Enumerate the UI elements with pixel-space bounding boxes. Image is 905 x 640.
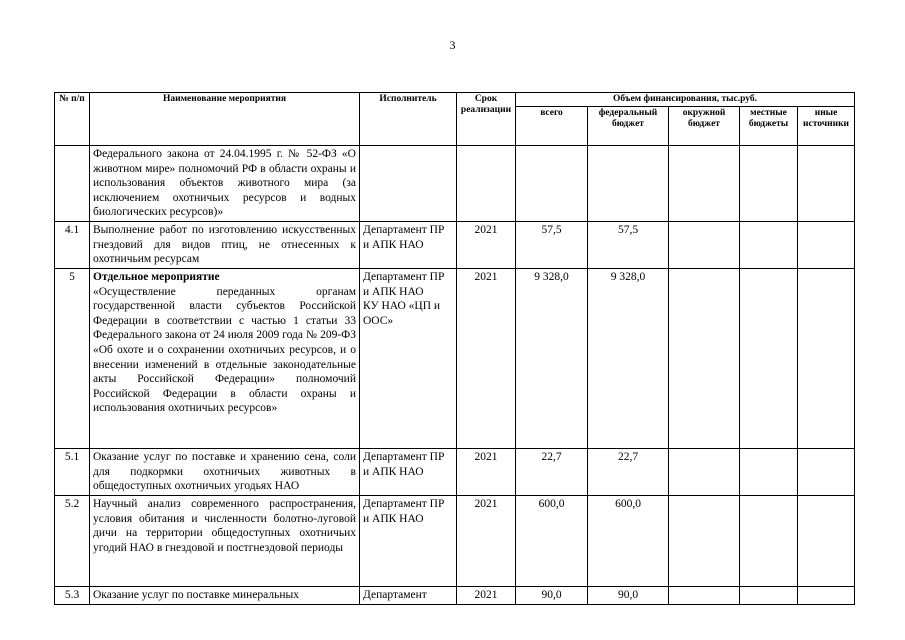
- row-okrug: [669, 146, 740, 222]
- row-num: 5.2: [55, 496, 90, 587]
- row-name: Выполнение работ по изготовлению искусственных гнездовий для видов птиц, не отнесенных к охотничьим ресурсам: [90, 222, 360, 269]
- row-other: [798, 146, 855, 222]
- row-total: [516, 146, 588, 222]
- row-executor: [360, 146, 457, 222]
- row-num: 4.1: [55, 222, 90, 269]
- row-local: [740, 496, 798, 587]
- row-term: 2021: [457, 587, 516, 605]
- row-executor: Департамент ПР и АПК НАО: [360, 449, 457, 496]
- row-other: [798, 587, 855, 605]
- row-federal: 22,7: [588, 449, 669, 496]
- row-federal: 9 328,0: [588, 269, 669, 449]
- row-local: [740, 449, 798, 496]
- row-executor: Департамент: [360, 587, 457, 605]
- row-term: 2021: [457, 222, 516, 269]
- header-name: Наименование мероприятия: [90, 93, 360, 146]
- header-executor: Исполнитель: [360, 93, 457, 146]
- row-name: Оказание услуг по поставке и хранению сена, соли для подкормки охотничьих животных в общедоступных охотничьих угодьях НАО: [90, 449, 360, 496]
- row-okrug: [669, 269, 740, 449]
- header-total: всего: [516, 107, 588, 146]
- row-okrug: [669, 587, 740, 605]
- row-other: [798, 222, 855, 269]
- table-row: [55, 222, 855, 269]
- row-name-cell: [90, 269, 360, 449]
- header-other: иные источники: [798, 107, 855, 146]
- table-row: [55, 449, 855, 496]
- row-local: [740, 146, 798, 222]
- row-federal: 57,5: [588, 222, 669, 269]
- row-term: 2021: [457, 449, 516, 496]
- row-local: [740, 222, 798, 269]
- row-name-title: Отдельное мероприятие: [93, 271, 220, 283]
- row-local: [740, 269, 798, 449]
- row-other: [798, 496, 855, 587]
- row-total: 600,0: [516, 496, 588, 587]
- header-row-top: [55, 93, 855, 107]
- row-other: [798, 449, 855, 496]
- row-federal: 90,0: [588, 587, 669, 605]
- row-federal: 600,0: [588, 496, 669, 587]
- header-financing: Объем финансирования, тыс.руб.: [516, 93, 855, 107]
- financing-table: [54, 92, 855, 605]
- row-num: 5: [55, 269, 90, 449]
- row-term: 2021: [457, 269, 516, 449]
- row-total: 90,0: [516, 587, 588, 605]
- row-other: [798, 269, 855, 449]
- row-num: 5.3: [55, 587, 90, 605]
- row-total: 57,5: [516, 222, 588, 269]
- row-term: [457, 146, 516, 222]
- header-okrug: окружной бюджет: [669, 107, 740, 146]
- row-name: «Осуществление переданных органам государственной власти субъектов Российской Федерации в соответствии с частью 1 статьи 33 Федерального закона от 24 июля 2009 года № 209-ФЗ «Об охоте и о сохранении охотничьих ресурсов, и о внесении изменений в отдельные законодательные акты Российской Федерации» полномочий Российской Федерации в области охраны и использования охотничьих ресурсов»: [93, 285, 356, 415]
- header-federal: федеральный бюджет: [588, 107, 669, 146]
- table-row: [55, 146, 855, 222]
- row-okrug: [669, 222, 740, 269]
- row-executor: Департамент ПР и АПК НАО: [363, 271, 445, 298]
- table-row: [55, 587, 855, 605]
- page-number: 3: [449, 38, 456, 52]
- row-num: [55, 146, 90, 222]
- header-local: местные бюджеты: [740, 107, 798, 146]
- row-executor: Департамент ПР и АПК НАО: [360, 222, 457, 269]
- row-name: Научный анализ современного распространения, условия обитания и численности болотно-луговой дичи на территории общедоступных охотничьих угодий НАО в гнездовой и постгнездовой периоды: [90, 496, 360, 587]
- row-executor: Департамент ПР и АПК НАО: [360, 496, 457, 587]
- row-executor-secondary: КУ НАО «ЦП и ООС»: [363, 300, 441, 327]
- row-okrug: [669, 449, 740, 496]
- table-row: [55, 496, 855, 587]
- row-federal: [588, 146, 669, 222]
- row-name: Федерального закона от 24.04.1995 г. № 52-ФЗ «О животном мире» полномочий РФ в области охраны и использования объектов животного мира (за исключением охотничьих ресурсов и водных биологических ресурсов)»: [90, 146, 360, 222]
- row-local: [740, 587, 798, 605]
- table-row: [55, 269, 855, 449]
- row-total: 22,7: [516, 449, 588, 496]
- row-executor-cell: [360, 269, 457, 449]
- row-term: 2021: [457, 496, 516, 587]
- row-total: 9 328,0: [516, 269, 588, 449]
- row-okrug: [669, 496, 740, 587]
- header-num: № п/п: [55, 93, 90, 146]
- row-name: Оказание услуг по поставке минеральных: [90, 587, 360, 605]
- row-num: 5.1: [55, 449, 90, 496]
- header-term: Срок реализации: [457, 93, 516, 146]
